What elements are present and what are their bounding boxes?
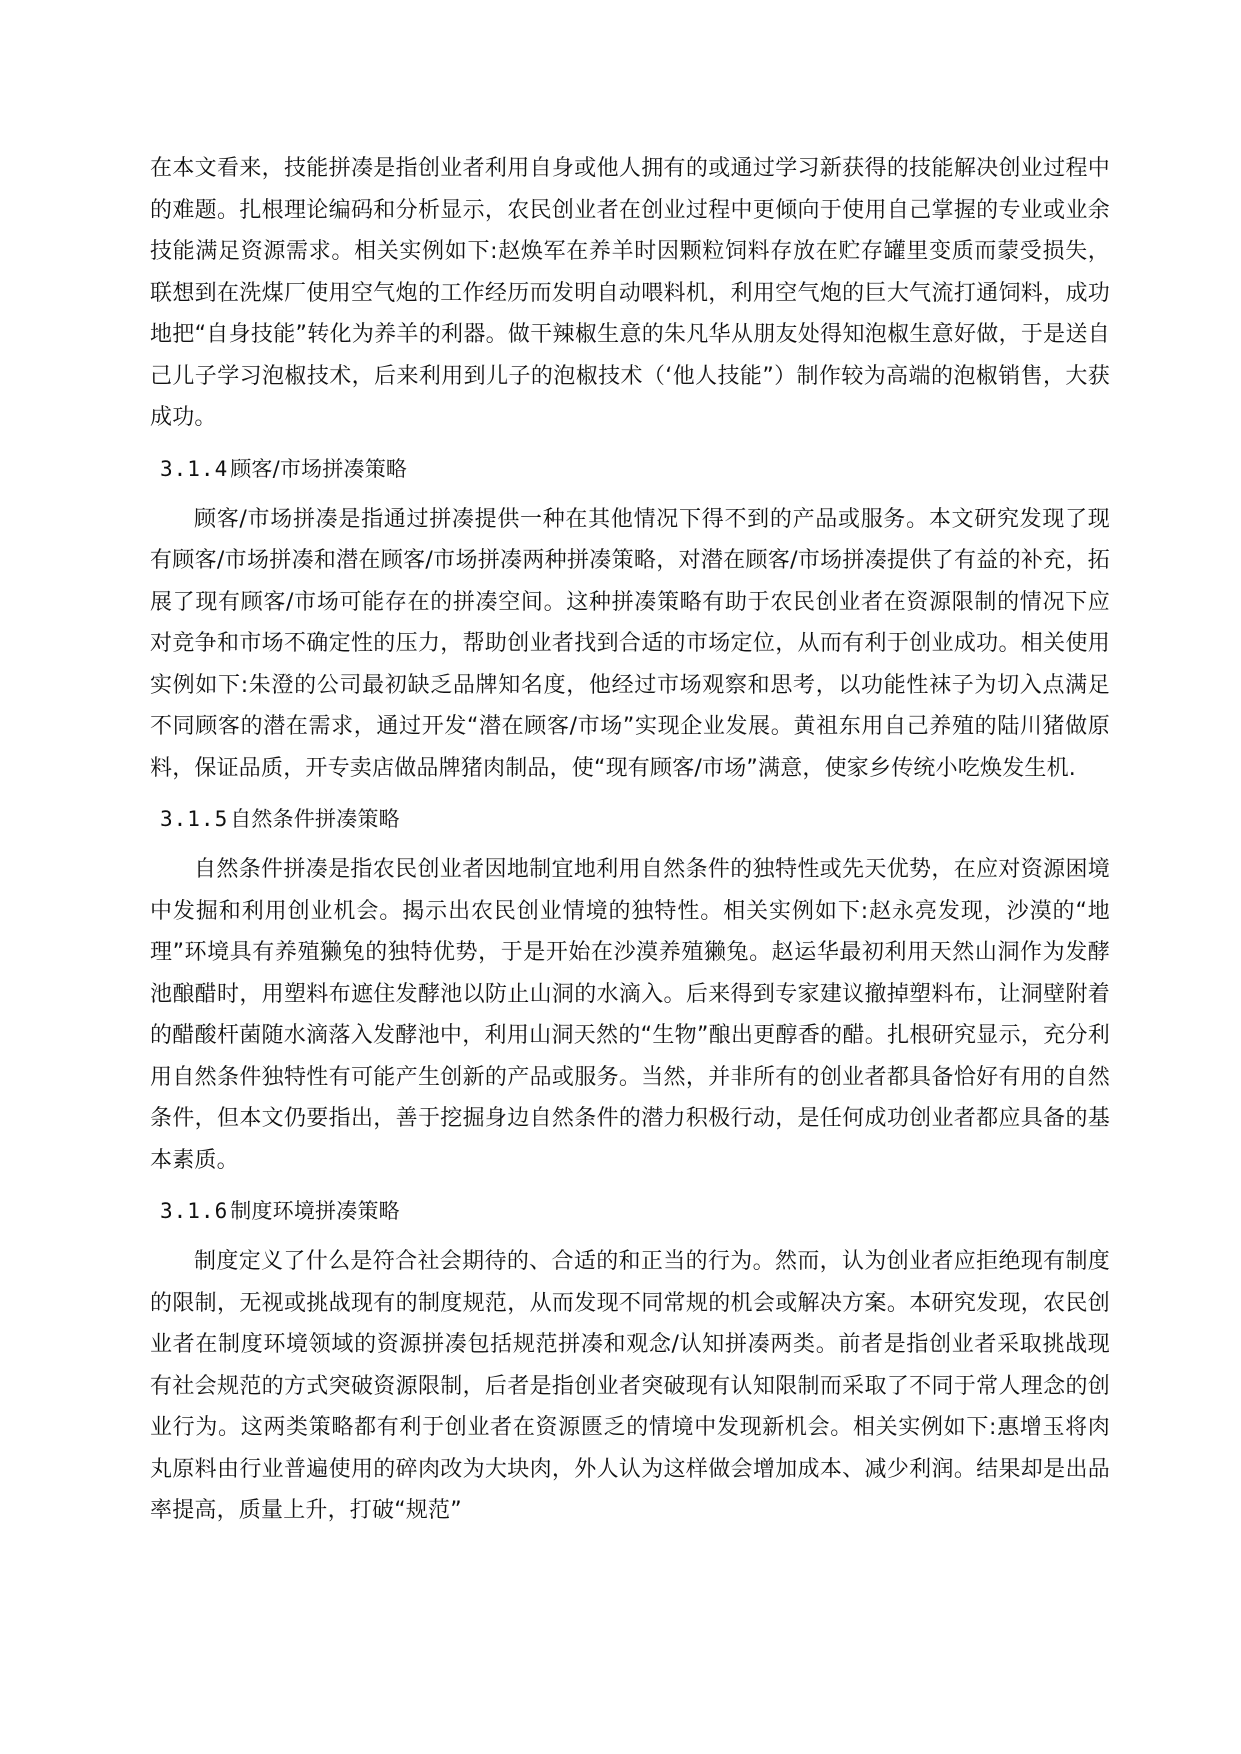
paragraph-natural-condition-bricolage: 自然条件拼凑是指农民创业者因地制宜地利用自然条件的独特性或先天优势，在应对资源困境中发掘和利用创业机会。揭示出农民创业情境的独特性。相关实例如下:赵永亮发现，沙漠的“地理”环境具有养殖獭兔的独特优势，于是开始在沙漠养殖獭兔。赵运华最初利用天然山洞作为发酵池酿醋时，用塑料布遮住发酵池以防止山洞的水滴入。后来得到专家建议撤掉塑料布，让洞壁附着的醋酸杆菌随水滴落入发酵池中，利用山洞天然的“生物”酿出更醇香的醋。扎根研究显示，充分利用自然条件独特性有可能产生创新的产品或服务。当然，并非所有的创业者都具备恰好有用的自然条件，但本文仍要指出，善于挖掘身边自然条件的潜力积极行动，是任何成功创业者都应具备的基本素质。 xyxy=(150,857,1110,1173)
section-number: 3.1.4 xyxy=(160,456,229,481)
section-title: 顾客/市场拼凑策略 xyxy=(230,456,408,481)
document-body xyxy=(150,148,1110,1532)
section-heading-3-1-5 xyxy=(160,799,1110,839)
paragraph-institutional-bricolage: 制度定义了什么是符合社会期待的、合适的和正当的行为。然而，认为创业者应拒绝现有制度的限制，无视或挑战现有的制度规范，从而发现不同常规的机会或解决方案。本研究发现，农民创业者在制度环境领域的资源拼凑包括规范拼凑和观念/认知拼凑两类。前者是指创业者采取挑战现有社会规范的方式突破资源限制，后者是指创业者突破现有认知限制而采取了不同于常人理念的创业行为。这两类策略都有利于创业者在资源匮乏的情境中发现新机会。相关实例如下:惠增玉将肉丸原料由行业普遍使用的碎肉改为大块肉，外人认为这样做会增加成本、减少利润。结果却是出品率提高，质量上升，打破“规范” xyxy=(150,1249,1110,1523)
paragraph-skill-bricolage: 在本文看来，技能拼凑是指创业者利用自身或他人拥有的或通过学习新获得的技能解决创业过程中的难题。扎根理论编码和分析显示，农民创业者在创业过程中更倾向于使用自己掌握的专业或业余技能满足资源需求。相关实例如下:赵焕军在养羊时因颗粒饲料存放在贮存罐里变质而蒙受损失，联想到在洗煤厂使用空气炮的工作经历而发明自动喂料机，利用空气炮的巨大气流打通饲料，成功地把“自身技能”转化为养羊的利器。做干辣椒生意的朱凡华从朋友处得知泡椒生意好做，于是送自己儿子学习泡椒技术，后来利用到儿子的泡椒技术（‘他人技能”）制作较为高端的泡椒销售，大获成功。 xyxy=(150,156,1110,430)
section-number: 3.1.6 xyxy=(160,1199,229,1223)
section-title: 自然条件拼凑策略 xyxy=(230,807,400,831)
section-heading-3-1-4 xyxy=(160,449,1110,489)
section-title: 制度环境拼凑策略 xyxy=(230,1199,400,1223)
section-number: 3.1.5 xyxy=(160,807,229,831)
section-heading-3-1-6 xyxy=(160,1191,1110,1231)
paragraph-customer-market-bricolage: 顾客/市场拼凑是指通过拼凑提供一种在其他情况下得不到的产品或服务。本文研究发现了现有顾客/市场拼凑和潜在顾客/市场拼凑两种拼凑策略，对潜在顾客/市场拼凑提供了有益的补充，拓展了现有顾客/市场可能存在的拼凑空间。这种拼凑策略有助于农民创业者在资源限制的情况下应对竞争和市场不确定性的压力，帮助创业者找到合适的市场定位，从而有利于创业成功。相关使用实例如下:朱澄的公司最初缺乏品牌知名度，他经过市场观察和思考，以功能性袜子为切入点满足不同顾客的潜在需求，通过开发“潜在顾客/市场”实现企业发展。黄祖东用自己养殖的陆川猪做原料，保证品质，开专卖店做品牌猪肉制品，使“现有顾客/市场”满意，使家乡传统小吃焕发生机. xyxy=(150,506,1110,781)
